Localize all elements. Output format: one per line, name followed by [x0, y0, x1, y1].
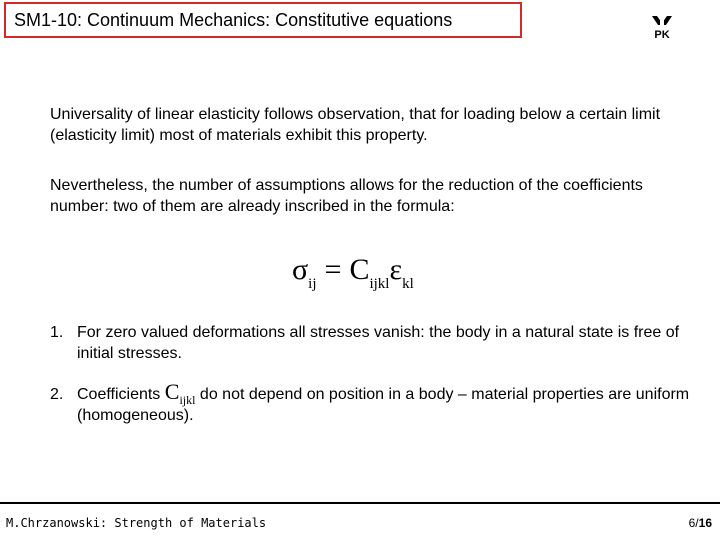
- coefficient-symbol-c: C: [164, 379, 180, 404]
- formula-c: C: [349, 253, 370, 286]
- list-number: 2.: [50, 386, 64, 403]
- paragraph-universality: Universality of linear elasticity follows observation, that for loading below a certain limit (elasticity limit) most of materials exhibit this property.: [50, 106, 661, 144]
- slide-title: SM1-10: Continuum Mechanics: Constitutive equations: [14, 9, 453, 30]
- formula-sigma: σ: [292, 253, 309, 286]
- list-number: 1.: [50, 324, 64, 341]
- page-number: [689, 516, 712, 530]
- list-item-content: [77, 379, 700, 426]
- page-current: 6/: [688, 516, 699, 530]
- list-item-text: For zero valued deformations all stresses vanish: the body in a natural state is free of initial stresses.: [77, 324, 680, 362]
- list-item-text-after: do not depend on position in a body – material properties are uniform (homogeneous).: [77, 386, 690, 424]
- list-item-text-before: Coefficients: [77, 386, 161, 403]
- coefficient-symbol-subscript: ijkl: [179, 393, 196, 407]
- formula-sigma-subscript: ij: [308, 276, 317, 292]
- page-total: 16: [698, 516, 712, 530]
- list-item: [50, 379, 700, 426]
- university-logo-icon: [650, 14, 674, 40]
- formula-epsilon: ε: [389, 253, 403, 286]
- footer-divider: [0, 502, 720, 504]
- constitutive-formula: [292, 250, 442, 294]
- list-item: [50, 322, 700, 364]
- coefficient-symbol: [164, 379, 196, 407]
- formula-equals: =: [324, 253, 342, 286]
- formula-c-subscript: ijkl: [369, 276, 390, 292]
- title-box: [4, 2, 522, 38]
- logo-text: PK: [654, 29, 670, 40]
- footer-author: M.Chrzanowski: Strength of Materials: [6, 516, 267, 530]
- formula-epsilon-subscript: kl: [402, 276, 414, 292]
- paragraph-assumptions: Nevertheless, the number of assumptions allows for the reduction of the coefficients number: two of them are already inscribed in the formula:: [50, 177, 643, 215]
